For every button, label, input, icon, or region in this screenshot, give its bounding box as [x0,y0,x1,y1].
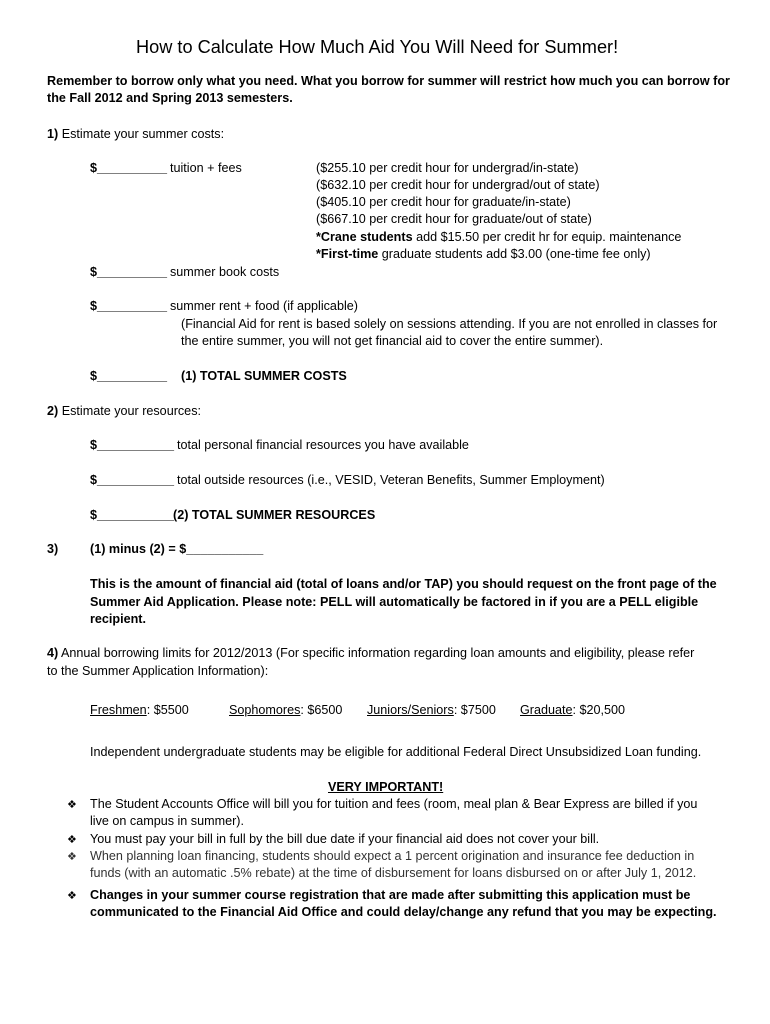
first-time-note-text: graduate students add $3.00 (one-time fee only) [381,247,651,261]
rate-undergrad-in-state: ($255.10 per credit hour for undergrad/in-state) [316,161,579,175]
rent-note-line1: (Financial Aid for rent is based solely on sessions attending. If you are not enrolled in classes for [181,317,718,331]
limit-freshmen [90,702,189,719]
crane-note-text: add $15.50 per credit hr for equip. maintenance [416,230,682,244]
important-bullet3-line1: When planning loan financing, students should expect a 1 percent origination and insurance fee deduction in [90,849,695,863]
page-title: How to Calculate How Much Aid You Will Need for Summer! [136,37,619,57]
tuition-blank: $__________ [90,161,168,175]
section3-formula: (1) minus (2) = $___________ [90,542,264,556]
section2-title: Estimate your resources: [61,404,201,418]
limit-juniors-seniors-label: Juniors/Seniors [367,703,454,717]
rate-graduate-in-state: ($405.10 per credit hour for graduate/in-state) [316,195,571,209]
rate-undergrad-out-state: ($632.10 per credit hour for undergrad/out of state) [316,178,600,192]
section1-number: 1) [47,127,59,141]
important-bullet1-line1: The Student Accounts Office will bill you for tuition and fees (room, meal plan & Bear Express are billed if you [90,797,698,811]
diamond-bullet-icon: ❖ [67,890,77,902]
intro-note: Remember to borrow only what you need. What you borrow for summer will restrict how much you can borrow for the Fall 2012 and Spring 2013 semesters. [47,74,730,106]
section3-note-line3: recipient. [90,612,146,626]
section1-title: Estimate your summer costs: [61,127,225,141]
limit-juniors-seniors-value: : $7500 [453,703,496,717]
important-bullet4-line2: communicated to the Financial Aid Office and could delay/change any refund that you may be expecting. [90,905,717,919]
section4-text-line1 [47,645,694,662]
important-heading: VERY IMPORTANT! [328,780,444,794]
total-resources-label: (2) TOTAL SUMMER RESOURCES [173,508,376,522]
limit-graduate [520,702,625,719]
limit-juniors-seniors [367,702,496,719]
rent-label: summer rent + food (if applicable) [170,299,358,313]
rate-graduate-out-state: ($667.10 per credit hour for graduate/out of state) [316,212,592,226]
diamond-bullet-icon: ❖ [67,799,77,811]
section3-note-line2: Summer Aid Application. Please note: PELL will automatically be factored in if you are a PELL eligible [90,595,699,609]
total-costs-blank: $__________ [90,369,168,383]
section1-heading [47,126,224,143]
tuition-label: tuition + fees [170,161,242,175]
rent-blank: $__________ [90,299,168,313]
limit-freshmen-label: Freshmen [90,703,147,717]
section2-number: 2) [47,404,59,418]
crane-note-lead: *Crane students [316,230,413,244]
limit-sophomores-value: : $6500 [300,703,343,717]
section4-text-line2: to the Summer Application Information): [47,664,269,678]
personal-resources-blank: $___________ [90,438,175,452]
books-blank: $__________ [90,265,168,279]
important-bullet1-line2: live on campus in summer). [90,814,244,828]
total-costs-label: (1) TOTAL SUMMER COSTS [181,369,347,383]
important-bullet4-line1: Changes in your summer course registration that are made after submitting this application must be [90,888,691,902]
independent-note: Independent undergraduate students may be eligible for additional Federal Direct Unsubsidized Loan funding. [90,745,702,759]
section4-text: Annual borrowing limits for 2012/2013 (For specific information regarding loan amounts and eligibility, please refer [61,646,695,660]
section3-number: 3) [47,542,59,556]
rent-note-line2: the entire summer, you will not get financial aid to cover the entire summer). [181,334,604,348]
diamond-bullet-icon: ❖ [67,834,77,846]
personal-resources-label: total personal financial resources you have available [177,438,469,452]
crane-note [316,229,681,246]
section4-number: 4) [47,646,59,660]
outside-resources-label: total outside resources (i.e., VESID, Veteran Benefits, Summer Employment) [177,473,605,487]
diamond-bullet-icon: ❖ [67,851,77,863]
section2-heading [47,403,201,420]
limit-graduate-value: : $20,500 [572,703,626,717]
total-resources-blank: $___________ [90,508,175,522]
outside-resources-blank: $___________ [90,473,175,487]
section3-note-line1: This is the amount of financial aid (total of loans and/or TAP) you should request on the front page of the [90,577,717,591]
important-bullet2: You must pay your bill in full by the bill due date if your financial aid does not cover your bill. [90,832,600,846]
limit-graduate-label: Graduate [520,703,573,717]
limit-freshmen-value: : $5500 [146,703,189,717]
limit-sophomores [229,702,342,719]
limit-sophomores-label: Sophomores [229,703,301,717]
important-bullet3-line2: funds (with an automatic .5% rebate) at the time of disbursement for loans disbursed on or after July 1, 2012. [90,866,697,880]
first-time-note [316,246,651,263]
first-time-note-lead: *First-time [316,247,379,261]
books-label: summer book costs [170,265,280,279]
